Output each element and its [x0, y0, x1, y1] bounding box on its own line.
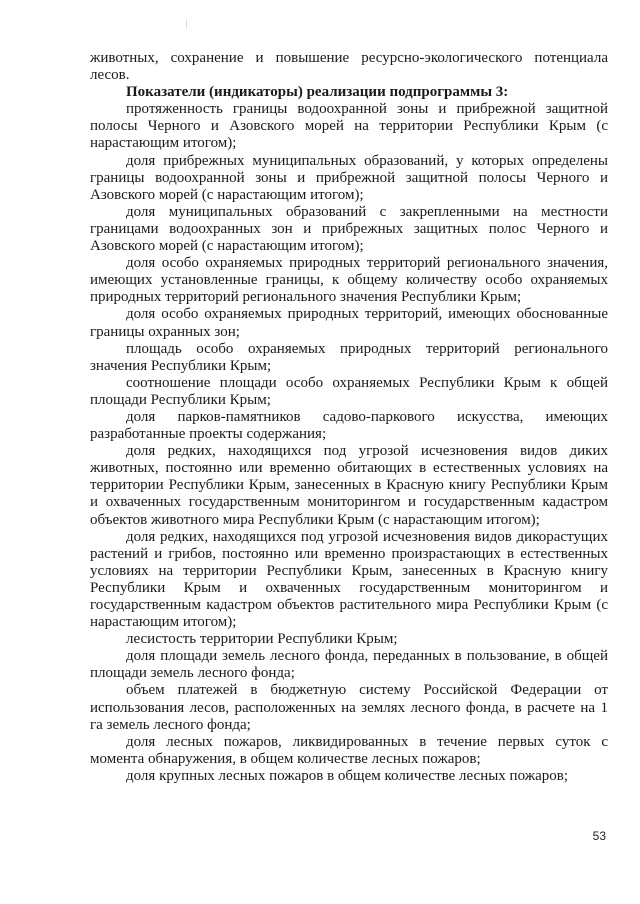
- indicator-paragraph: площадь особо охраняемых природных территорий регионального значения Республики Крым;: [90, 340, 608, 374]
- indicator-paragraph: соотношение площади особо охраняемых Республики Крым к общей площади Республики Крым;: [90, 374, 608, 408]
- indicator-paragraph: доля парков-памятников садово-паркового искусства, имеющих разработанные проекты содержания;: [90, 408, 608, 443]
- indicator-paragraph: доля особо охраняемых природных территорий, имеющих обоснованные границы охранных зон;: [90, 306, 608, 340]
- document-body: [90, 50, 608, 785]
- indicator-paragraph: доля редких, находящихся под угрозой исчезновения видов дикорастущих растений и грибов, постоянно или временно произрастающих в естественных условиях на территории Республики Крым, занесенных в Красную книгу Республики Крым и охваченных государственным мониторингом и государственным кадастром объектов растительного мира Республики Крым (с нарастающим итогом);: [90, 528, 608, 631]
- page-number: 53: [592, 829, 606, 843]
- indicator-paragraph: доля лесных пожаров, ликвидированных в течение первых суток с момента обнаружения, в общем количестве лесных пожаров;: [90, 733, 608, 767]
- indicator-paragraph: протяженность границы водоохранной зоны и прибрежной защитной полосы Черного и Азовского морей на территории Республики Крым (с нарастающим итогом);: [90, 101, 608, 152]
- indicator-paragraph: доля крупных лесных пожаров в общем количестве лесных пожаров;: [126, 767, 568, 784]
- indicator-paragraph: доля площади земель лесного фонда, переданных в пользование, в общей площади земель лесного фонда;: [90, 648, 608, 682]
- scan-artifact: [186, 20, 187, 28]
- indicator-paragraph: доля муниципальных образований с закрепленными на местности границами водоохранных зон и прибрежных защитных полос Черного и Азовского морей (с нарастающим итогом);: [90, 203, 608, 255]
- indicator-paragraph: объем платежей в бюджетную систему Российской Федерации от использования лесов, расположенных на землях лесного фонда, в расчете на 1 га земель лесного фонда;: [90, 682, 608, 733]
- indicator-paragraph: доля особо охраняемых природных территорий регионального значения, имеющих установленные границы, к общему количеству особо охраняемых природных территорий регионального значения Республики Крым;: [90, 255, 608, 306]
- indicator-paragraph: доля прибрежных муниципальных образований, у которых определены границы водоохранной зоны и прибрежной защитной полосы Черного и Азовского морей (с нарастающим итогом);: [90, 152, 608, 203]
- indicator-paragraph: доля редких, находящихся под угрозой исчезновения видов диких животных, постоянно или временно обитающих в естественных условиях на территории Республики Крым, занесенных в Красную книгу Республики Крым и охваченных государственным мониторингом и государственным кадастром объектов животного мира Республики Крым (с нарастающим итогом);: [90, 443, 608, 528]
- indicator-paragraph: лесистость территории Республики Крым;: [126, 631, 398, 648]
- paragraph-continuation: животных, сохранение и повышение ресурсно-экологического потенциала лесов.: [90, 50, 608, 84]
- section-heading: Показатели (индикаторы) реализации подпрограммы 3:: [126, 84, 509, 101]
